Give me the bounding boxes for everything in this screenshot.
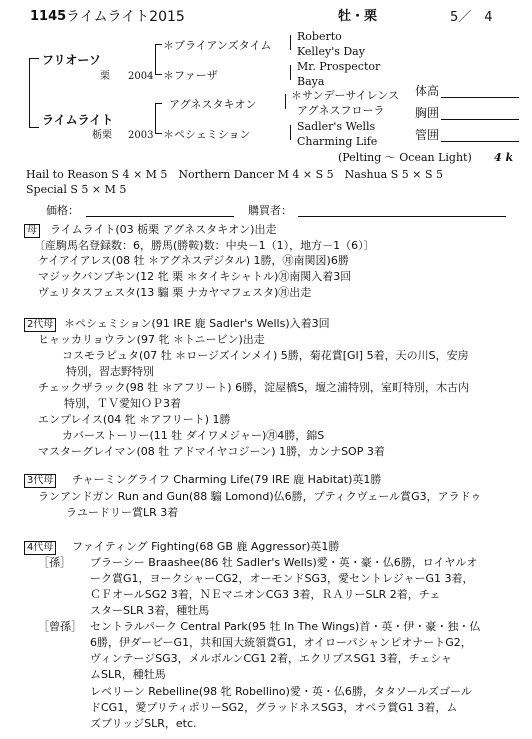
second-dam-line: マスターグレイマン(08 牡 アドマイヤコジーン) 1勝，カンナSOP 3着 <box>38 445 385 458</box>
pedigree-bracket <box>29 127 39 128</box>
fourth-dam-line: ヴィンテージSG3，メルボルンCG1 2着，エクリプスSG1 3着，チェシャ <box>90 652 453 665</box>
second-dam-line: コスモラピュタ(07 牡 ＊ロージズインメイ) 5勝，菊花賞[GⅠ] 5着，天の川S，安房 <box>62 349 469 362</box>
sire-dam-dam: Baya <box>297 75 325 88</box>
fourth-dam-line: レベリーン Rebelline(98 牝 Robellino)愛・英・仏6勝，タタソールズゴール <box>90 685 472 698</box>
price-label: 価格： <box>46 204 79 217</box>
sire-dam: ＊ファーザ <box>163 69 218 82</box>
dam-sire-dam: アグネスフローラ <box>297 104 385 117</box>
sire-dam-sire: Mr. Prospector <box>297 60 381 73</box>
height-label: 体高 <box>415 84 440 98</box>
section-tag: 3代母 <box>24 474 56 488</box>
page-indicator: 5／ 4 <box>450 10 493 25</box>
sire-year: 2004 <box>128 71 154 82</box>
grandchild-label: ［孫］ <box>38 556 71 569</box>
pedigree-bracket <box>290 65 291 80</box>
dam-name: ライムライト <box>42 113 114 127</box>
fourth-dam-line: 6勝，伊ダービーG1，共和国大統領賞G1，オイローパシャンピオナートG2， <box>90 636 472 649</box>
family-number: 4 k <box>494 151 514 164</box>
inbreeding-line: Special S 5 × M 5 <box>26 183 127 196</box>
section-tag: 2代母 <box>24 318 56 332</box>
inbreeding-line: Hail to Reason S 4 × M 5 Northern Dancer M 4 × S 5 Nashua S 5 × S 5 <box>26 168 443 181</box>
dam-sire: アグネスタキオン <box>169 98 257 111</box>
family-note: (Pelting ～ Ocean Light) <box>338 151 472 164</box>
third-dam-line: ランアンドガン Run and Gun(88 騸 Lomond)仏6勝，プティクヴェール賞G3，アラドゥ <box>38 490 482 503</box>
pedigree-bracket <box>155 103 162 104</box>
cannon-field-line <box>441 141 519 142</box>
fourth-dam-line: ドCG1，愛プリティポリーSG2，グラッドネスSG3，オペラ賞G1 3着，ム <box>90 701 458 714</box>
fourth-dam-line: ズブリッジSLR，etc. <box>90 717 197 730</box>
dam-line: 〔産駒馬名登録数：6，勝馬(勝鞍)数：中央－1（1），地方－1（6）〕 <box>34 239 375 252</box>
sire-color: 栗 <box>100 71 110 82</box>
section-tag: 4代母 <box>24 541 56 555</box>
pedigree-bracket <box>290 125 291 140</box>
fourth-dam-line: ーク賞G1，ヨークシャーCG2，オーモンドSG3，愛セントレジャーG1 3着， <box>90 572 474 585</box>
price-field-line[interactable] <box>86 216 234 217</box>
second-dam-line: ヒャッカリョウラン(97 牝 ＊トニービン)出走 <box>38 333 265 346</box>
fourth-dam-line: ムSLR，種牡馬 <box>90 668 166 681</box>
second-dam-line: 特別，ＴＶ愛知ＯＰ3着 <box>64 397 181 410</box>
pedigree-bracket <box>155 103 156 133</box>
dam-line: ライムライト(03 栃栗 アグネスタキオン)出走 <box>50 223 277 236</box>
sire-sire-sire: Roberto <box>297 30 342 43</box>
pedigree-bracket <box>155 74 162 75</box>
pedigree-bracket <box>29 58 30 128</box>
fourth-dam-line: ＣＦオールSG2 3着，ＮＥマニオンCG3 3着，ＲＡリーSLR 2着，チェ <box>90 588 441 601</box>
second-dam-line: 特別，習志野特別 <box>66 365 154 378</box>
sire-name: フリオーソ <box>42 53 101 67</box>
dam-line: マジックバンブキン(12 牝 栗 ＊タイキシャトル)㊊南関入着3回 <box>38 270 352 283</box>
fourth-dam-line: セントラルパーク Central Park(95 牡 In The Wings)首・英・伊・豪・独・仏 <box>90 620 481 633</box>
dam-dam-dam: Charming Life <box>297 135 378 148</box>
dam-color: 栃栗 <box>92 130 112 141</box>
cannon-label: 管囲 <box>415 128 440 142</box>
height-field-line <box>441 97 519 98</box>
pedigree-bracket <box>155 133 162 134</box>
dam-sire-sire: ＊サンデーサイレンス <box>291 89 400 102</box>
second-dam-line: カバーストーリー(11 牡 ダイワメジャー)㊊4勝，錦S <box>62 429 325 442</box>
second-dam-line: チェックザラック(98 牡 ＊アフリート) 6勝，淀屋橋S，壇之浦特別，室町特別，木古内 <box>38 381 470 394</box>
sire-sire-dam: Kelley's Day <box>297 45 365 58</box>
fourth-dam-line: ファイティング Fighting(68 GB 鹿 Aggressor)英1勝 <box>72 540 340 553</box>
girth-field-line <box>441 119 519 120</box>
pedigree-bracket <box>155 44 162 45</box>
great-grandchild-label: ［曾孫］ <box>38 620 82 633</box>
pedigree-bracket <box>290 35 291 50</box>
sex-color: 牡・栗 <box>338 9 378 24</box>
dam-line: ヴェリタスフェスタ(13 騸 栗 ナカヤマフェスタ)㊊出走 <box>38 286 312 299</box>
fourth-dam-line: スターSLR 3着，種牡馬 <box>90 604 210 617</box>
third-dam-line: ラユードリー賞LR 3着 <box>66 506 179 519</box>
dam-dam-sire: Sadler's Wells <box>297 120 376 133</box>
buyer-label: 購買者： <box>248 204 292 217</box>
section-tag: 母 <box>24 224 40 238</box>
third-dam-line: チャーミングライフ Charming Life(79 IRE 鹿 Habitat)英1勝 <box>72 473 382 486</box>
dam-dam: ＊ペシェミション <box>163 128 251 141</box>
pedigree-bracket <box>29 58 39 59</box>
horse-name: ライムライト2015 <box>66 9 185 25</box>
pedigree-bracket <box>285 94 286 109</box>
second-dam-line: エンプレイス(04 牝 ＊アフリート) 1勝 <box>38 413 231 426</box>
dam-year: 2003 <box>128 130 154 141</box>
fourth-dam-line: ブラーシー Braashee(86 牡 Sadler's Wells)愛・英・豪・仏6勝，ロイヤルオ <box>90 556 478 569</box>
dam-line: ケイアイアレス(08 牡 ＊アグネスデジタル) 1勝，㊊南関図)6勝 <box>38 254 349 267</box>
buyer-field-line[interactable] <box>298 216 506 217</box>
girth-label: 胸囲 <box>415 106 440 120</box>
pedigree-bracket <box>155 44 156 74</box>
sire-sire: ＊ブライアンズタイム <box>163 39 272 52</box>
second-dam-line: ＊ペシェミション(91 IRE 鹿 Sadler's Wells)入着3回 <box>64 317 330 330</box>
lot-number: 1145 <box>30 9 67 24</box>
